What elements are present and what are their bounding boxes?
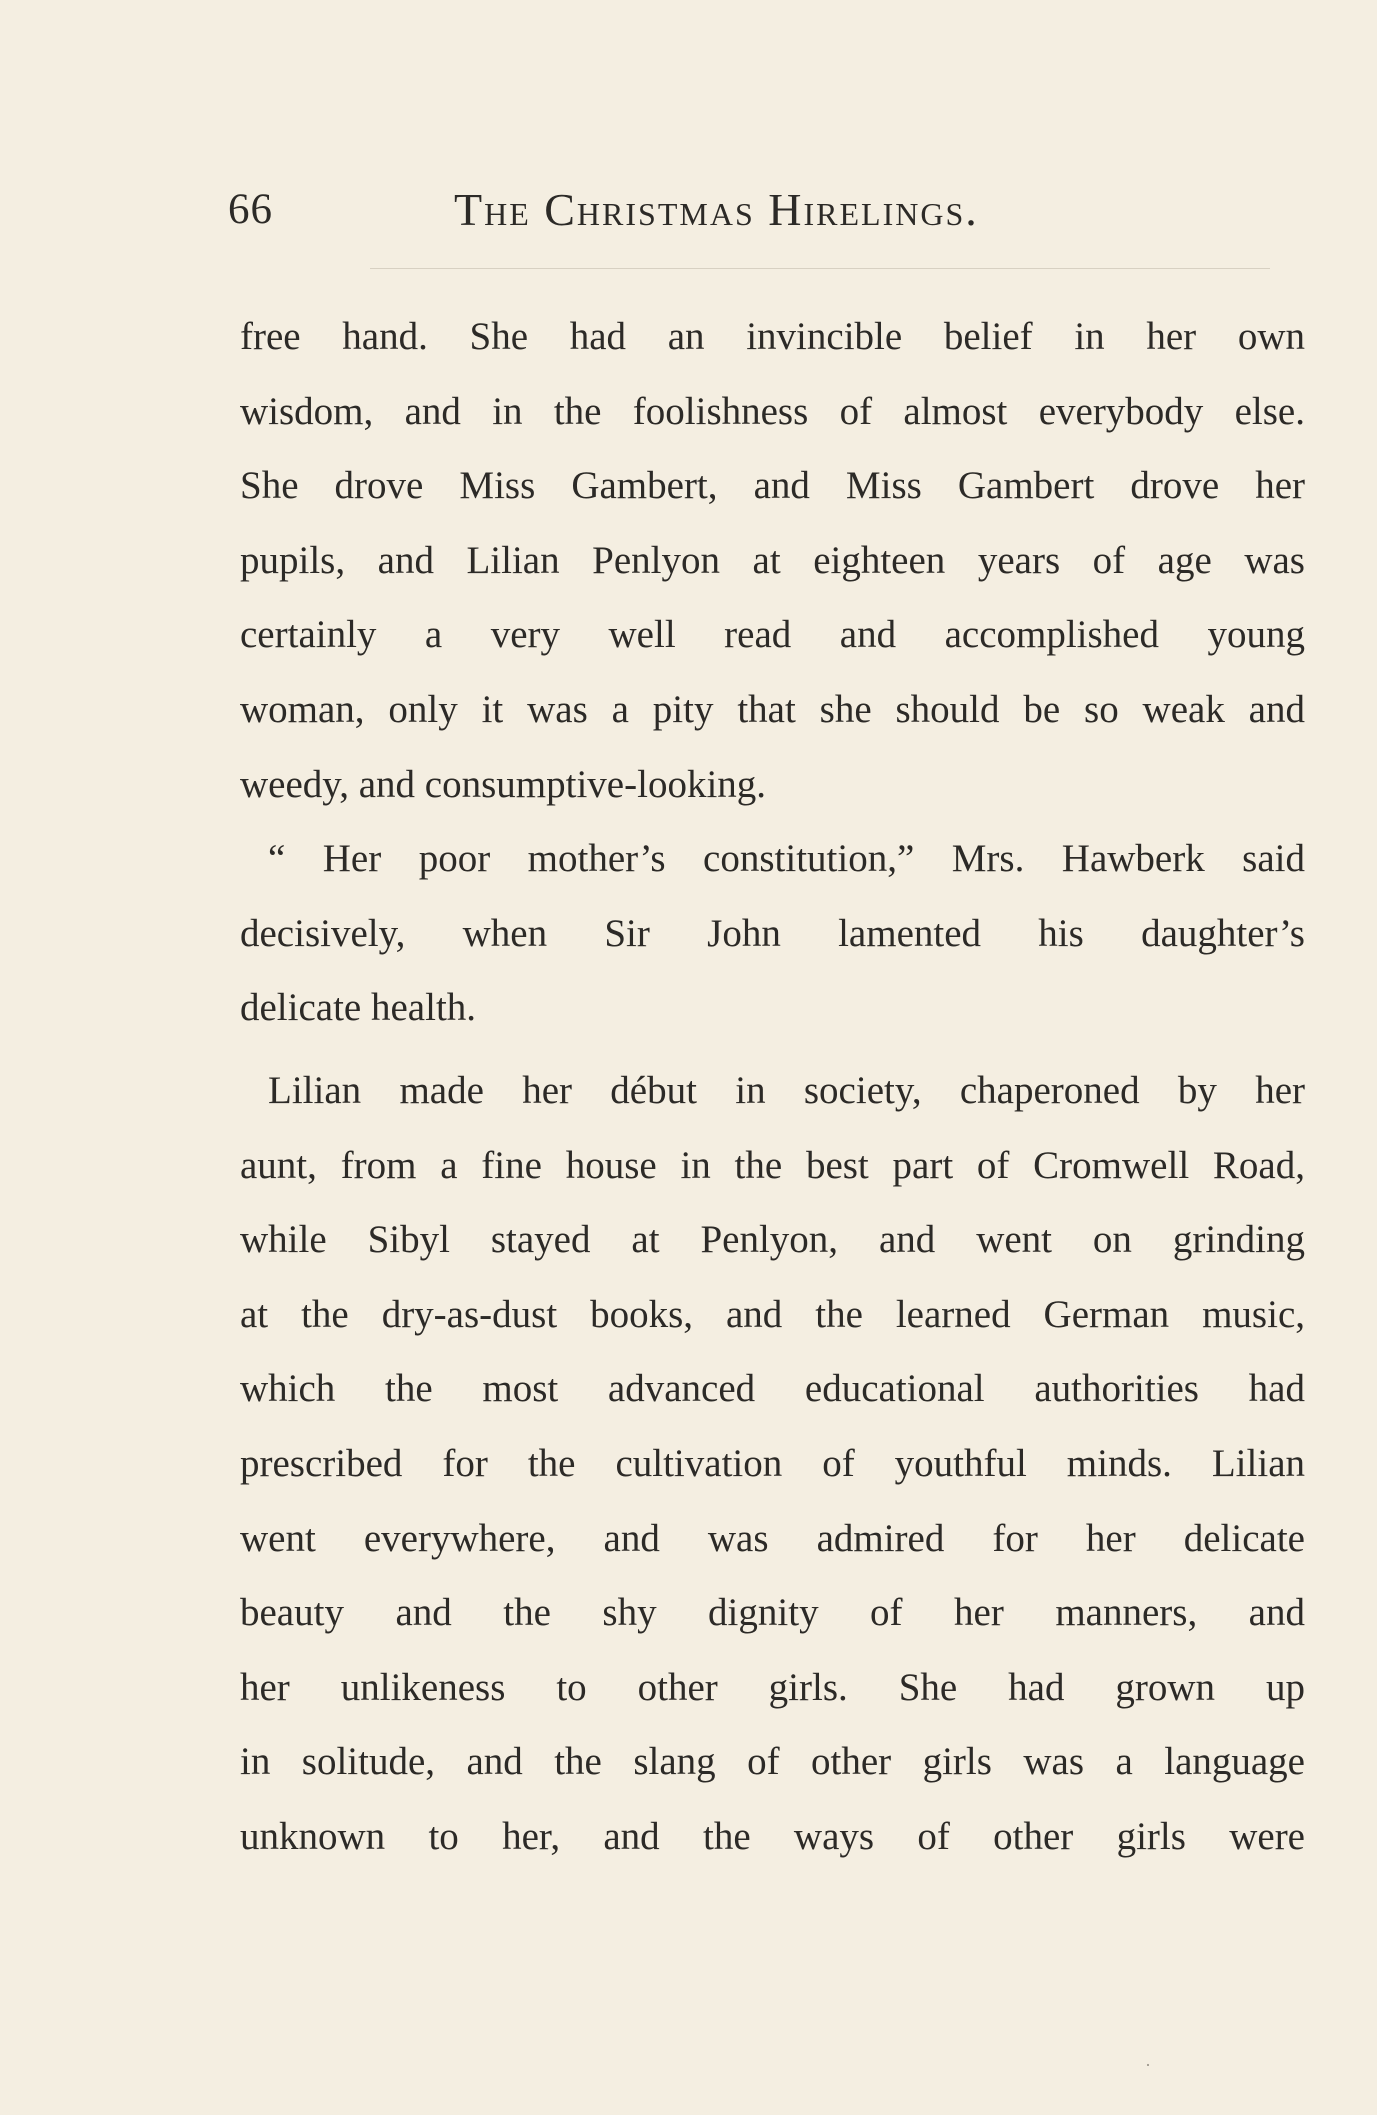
text-line: her unlikeness to other girls. She had grown up: [240, 1665, 1305, 1709]
text-line: woman, only it was a pity that she should be so weak and: [240, 687, 1305, 731]
text-line: in solitude, and the slang of other girls was a language: [240, 1740, 1305, 1784]
page-number: 66: [228, 186, 273, 233]
text-line: prescribed for the cultivation of youthful minds. Lilian: [240, 1441, 1305, 1485]
body-text: [240, 300, 1305, 1874]
text-line: aunt, from a fine house in the best part of Cromwell Road,: [240, 1143, 1305, 1187]
text-line: pupils, and Lilian Penlyon at eighteen years of age was: [240, 538, 1305, 582]
text-line: while Sibyl stayed at Penlyon, and went on grinding: [240, 1218, 1305, 1262]
print-mark: ·: [1145, 2055, 1151, 2075]
page-header: [228, 180, 1228, 240]
header-rule: [370, 268, 1270, 269]
text-line: wisdom, and in the foolishness of almost everybody else.: [240, 389, 1305, 433]
text-line: “ Her poor mother’s constitution,” Mrs. Hawberk said: [268, 837, 1305, 881]
text-line: delicate health.: [240, 986, 477, 1030]
text-line: beauty and the shy dignity of her manners, and: [240, 1591, 1305, 1635]
text-line: unknown to her, and the ways of other girls were: [240, 1814, 1305, 1858]
text-line: She drove Miss Gambert, and Miss Gambert drove her: [240, 464, 1305, 508]
text-line: Lilian made her début in society, chaperoned by her: [268, 1068, 1305, 1112]
text-line: decisively, when Sir John lamented his daughter’s: [240, 911, 1305, 955]
running-title: The Christmas Hirelings.: [454, 184, 979, 235]
text-line: at the dry-as-dust books, and the learned German music,: [240, 1292, 1305, 1336]
text-line: went everywhere, and was admired for her delicate: [240, 1516, 1305, 1560]
text-line: certainly a very well read and accomplished young: [240, 613, 1305, 657]
text-line: weedy, and consumptive-looking.: [240, 762, 767, 806]
text-line: free hand. She had an invincible belief in her own: [240, 315, 1305, 358]
text-line: which the most advanced educational authorities had: [240, 1367, 1305, 1411]
